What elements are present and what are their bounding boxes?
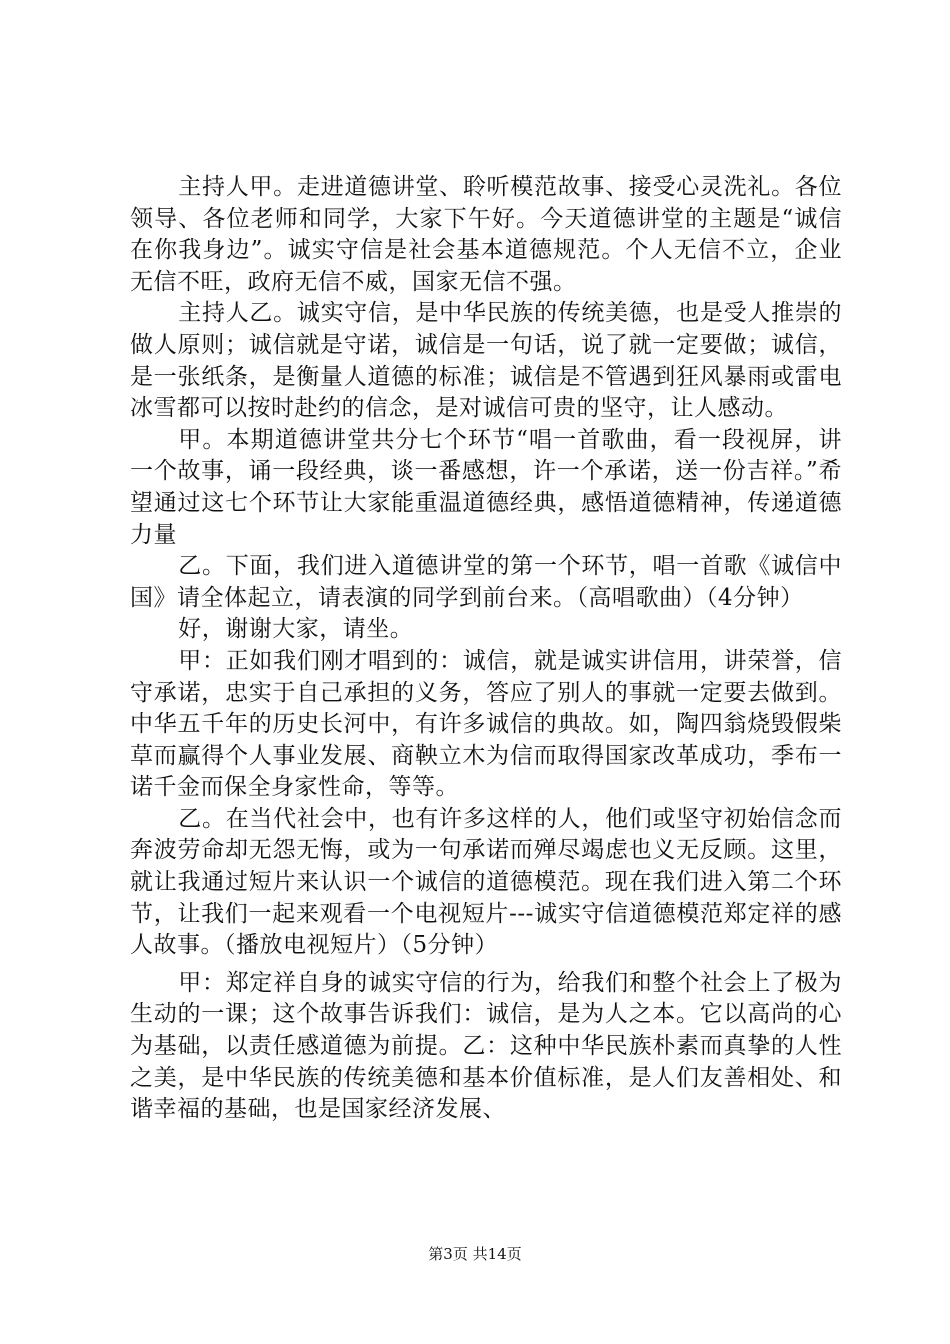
paragraph-host-b-opening: 主持人乙。诚实守信，是中华民族的传统美德，也是受人推崇的做人原则；诚信就是守诺，诚信是一句话，说了就一定要做；诚信，是一张纸条，是衡量人道德的标准；诚信是不管遇到狂风暴雨或雷电冰雪都可以按时赴约的信念，是对诚信可贵的坚守，让人感动。 [130, 300, 842, 422]
paragraph-second-segment-video: 乙。在当代社会中，也有许多这样的人，他们或坚守初始信念而奔波劳命却无怨无悔，或为一句承诺而殚尽竭虑也义无反顾。这里，就让我通过短片来认识一个诚信的道德模范。现在我们进入第二个环节，让我们一起来观看一个电视短片---诚实守信道德模范郑定祥的感人故事。（播放电视短片）（5分钟） [130, 805, 842, 959]
paragraph-first-segment-song: 乙。下面，我们进入道德讲堂的第一个环节，唱一首歌《诚信中国》请全体起立，请表演的同学到前台来。（高唱歌曲）（4分钟） [130, 553, 842, 611]
paragraph-please-sit: 好，谢谢大家，请坐。 [178, 616, 414, 643]
paragraph-host-a-opening: 主持人甲。走进道德讲堂、聆听模范故事、接受心灵洗礼。各位领导、各位老师和同学，大家下午好。今天道德讲堂的主题是“诚信在你我身边”。诚实守信是社会基本道德规范。个人无信不立，企业无信不旺，政府无信不威，国家无信不强。 [130, 174, 842, 295]
paragraph-integrity-stories: 甲：正如我们刚才唱到的：诚信，就是诚实讲信用，讲荣誉，信守承诺，忠实于自己承担的义务，答应了别人的事就一定要去做到。中华五千年的历史长河中，有许多诚信的典故。如，陶四翁烧毁假柴草而赢得个人事业发展、商鞅立木为信而取得国家改革成功，季布一诺千金而保全身家性命，等等。 [130, 647, 842, 801]
paragraph-zheng-dingxiang: 甲：郑定祥自身的诚实守信的行为，给我们和整个社会上了极为生动的一课；这个故事告诉我们：诚信，是为人之本。它以高尚的心为基础，以责任感道德为前提。乙：这种中华民族朴素而真挚的人性之美，是中华民族的传统美德和基本价值标准，是人们友善相处、和谐幸福的基础，也是国家经济发展、 [130, 969, 842, 1123]
page-number-footer: 第3页 共14页 [428, 1245, 522, 1263]
paragraph-seven-segments: 甲。本期道德讲堂共分七个环节“唱一首歌曲，看一段视屏，讲一个故事，诵一段经典，谈一番感想，许一个承诺，送一份吉祥。”希望通过这七个环节让大家能重温道德经典，感悟道德精神，传递道德力量 [130, 426, 842, 548]
document-body [130, 172, 842, 1126]
